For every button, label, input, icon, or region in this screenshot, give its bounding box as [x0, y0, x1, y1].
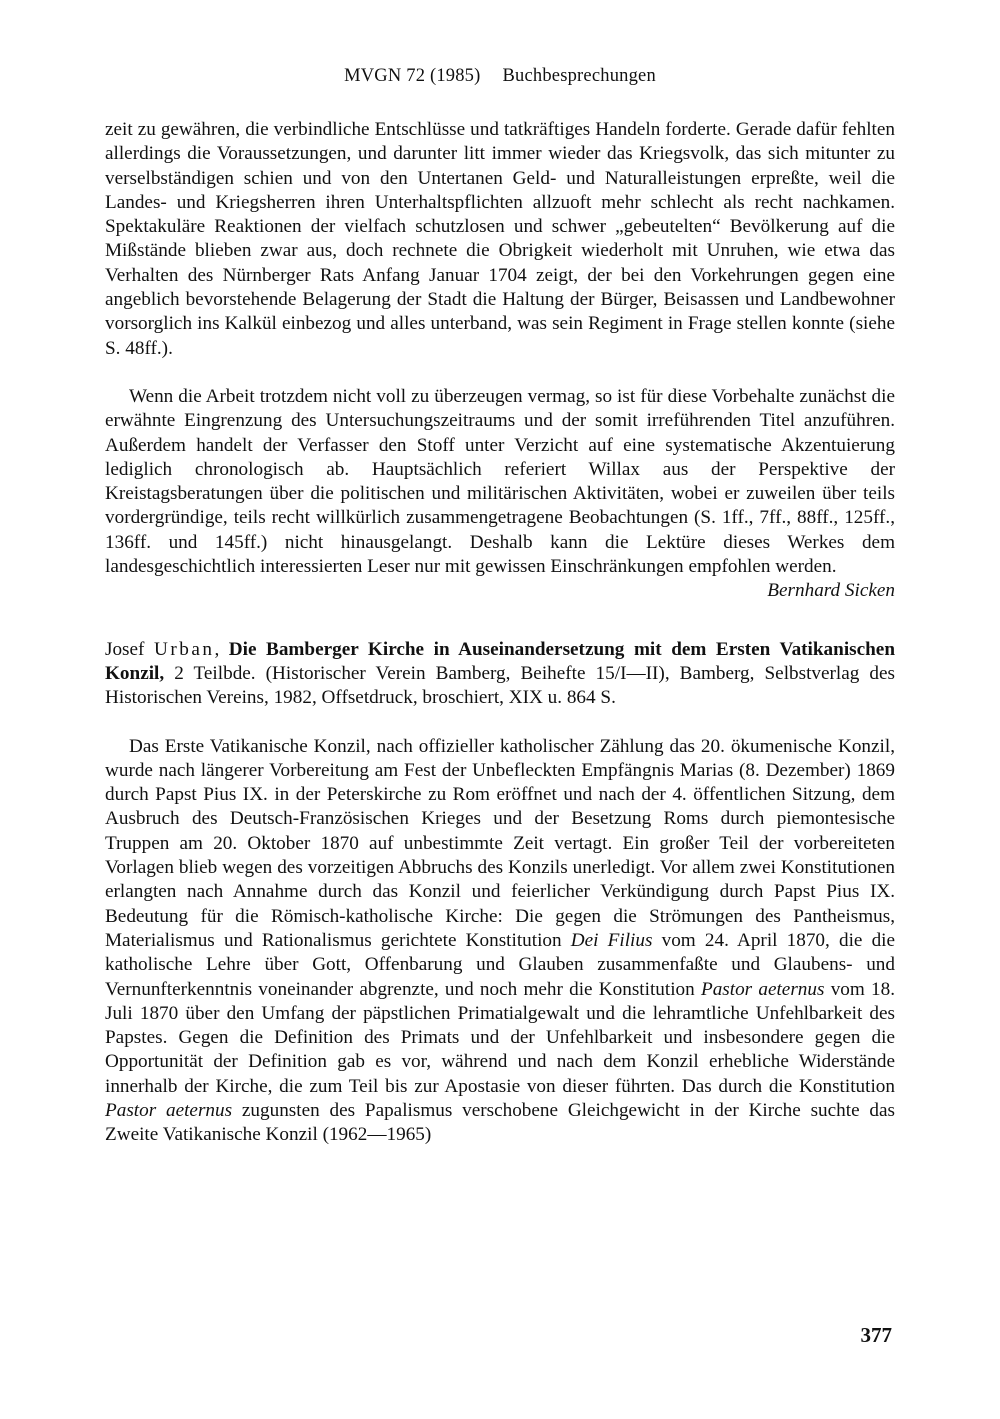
constitution-pastor-aeternus-1: Pastor aeternus: [700, 978, 825, 1000]
review2-text-2: vom 24. April 1870, die die katholische Lehre über Gott, Offenbarung und Glauben zusammenfaßte und Glaubens- und Vernunfterkenntnis voneinander abgrenzte, und noch mehr die Konstitution: [105, 929, 896, 1000]
author-last-name: Urban: [153, 638, 215, 660]
book-details: 2 Teilbde. (Historischer Verein Bamberg, Beihefte 15/I—II), Bamberg, Selbstverlag des Historischen Vereins, 1982, Offsetdruck, broschiert, XIX u. 864 S.: [105, 662, 895, 709]
review1-paragraph-1: zeit zu gewähren, die verbindliche Entschlüsse und tatkräftiges Handeln forderte. Gerade dafür fehlten allerdings die Voraussetzungen, und darunter litt immer wieder das Kriegsvolk, das sich mitunter zu verselbständigen schien und von den Untertanen Geld- und Naturalleistungen erpreßte, weil die Landes- und Kriegsherren ihren Unterhaltspflichten allzuoft mehr schlecht als recht nachkamen. Spektakuläre Reaktionen der vielfach schutzlosen und schwer „gebeutelten“ Bevölkerung auf die Mißstände blieben zwar aus, doch rechnete die Obrigkeit wiederholt mit Unruhen, wie etwa das Verhalten des Nürnberger Rats Anfang Januar 1704 zeigt, der bei den Vorkehrungen gegen eine angeblich bevorstehende Belagerung der Stadt die Haltung der Bürger, Beisassen und Landbewohner vorsorglich ins Kalkül einbezog und alles unterband, was sein Regiment in Frage stellen konnte (siehe S. 48ff.).: [105, 119, 895, 359]
reviewer-signature: Bernhard Sicken: [767, 580, 895, 602]
review2-text-4: zugunsten des Papalismus verschobene Gleichgewicht in der Kirche suchte das Zweite Vatikanische Konzil (1962—1965): [105, 1099, 895, 1146]
page-number: 377: [860, 1323, 892, 1347]
author-first-name: Josef: [105, 638, 145, 660]
review2-text-3: vom 18. Juli 1870 über den Umfang der päpstlichen Primatialgewalt und die lehramtliche Unfehlbarkeit des Papstes. Gegen die Definition des Primats und der Unfehlbarkeit und insbesondere gegen die Opportunität der Definition gab es vor, während und nach dem Konzil erhebliche Widerstände innerhalb der Kirche, die zum Teil bis zur Apostasie von dieser führten. Das durch die Konstitution: [105, 978, 896, 1097]
review2-text-1: Das Erste Vatikanische Konzil, nach offizieller katholischer Zählung das 20. ökumenische Konzil, wurde nach längerer Vorbereitung am Fest der Unbefleckten Empfängnis Marias (8. Dezember) 1869 durch Papst Pius IX. in der Peterskirche zu Rom eröffnet und nach der 4. öffentlichen Sitzung, dem Ausbruch des Deutsch-Französischen Krieges und der Besetzung Roms durch piemontesische Truppen am 20. Oktober 1870 auf unbestimmte Zeit vertagt. Ein großer Teil der vorbereiteten Vorlagen blieb wegen des vorzeitigen Abbruchs des Konzils unerledigt. Vor allem zwei Konstitutionen erlangten nach Annahme durch das Konzil und feierlicher Verkündigung durch Papst Pius IX. Bedeutung für die Römisch-katholische Kirche: Die gegen die Strömungen des Pantheismus, Materialismus und Rationalismus gerichtete Konstitution: [105, 735, 895, 951]
running-header: [0, 66, 1000, 87]
constitution-dei-filius: Dei Filius: [570, 929, 653, 951]
page-body: [105, 118, 895, 1148]
author-comma: ,: [214, 638, 220, 660]
section-title: Buchbesprechungen: [502, 66, 656, 86]
book-title: Die Bamberger Kirche in Auseinandersetzung mit dem Ersten Vatikanischen Konzil,: [105, 638, 895, 684]
review1-paragraph-2: Wenn die Arbeit trotzdem nicht voll zu überzeugen vermag, so ist für diese Vorbehalte zunächst die erwähnte Eingrenzung des Untersuchungszeitraums und der somit irreführenden Titel anzuführen. Außerdem handelt der Verfasser den Stoff unter Verzicht auf eine systematische Akzentuierung lediglich chronologisch ab. Hauptsächlich referiert Willax aus der Perspektive der Kreistagsberatungen über die politischen und militärischen Aktivitäten, wobei er zuweilen über teils vordergründige, teils recht willkürlich zusammengetragene Beobachtungen (S. 1ff., 7ff., 88ff., 125ff., 136ff. und 145ff.) nicht hinausgelangt. Deshalb kann die Lektüre dieses Werkes dem landesgeschichtlich interessierten Leser nur mit gewissen Einschränkungen empfohlen werden.: [105, 385, 895, 578]
review2-paragraph-1: [105, 735, 895, 1148]
constitution-pastor-aeternus-2: Pastor aeternus: [105, 1099, 233, 1121]
review2-bibliographic-entry: [105, 638, 895, 711]
journal-citation: MVGN 72 (1985): [344, 66, 481, 86]
